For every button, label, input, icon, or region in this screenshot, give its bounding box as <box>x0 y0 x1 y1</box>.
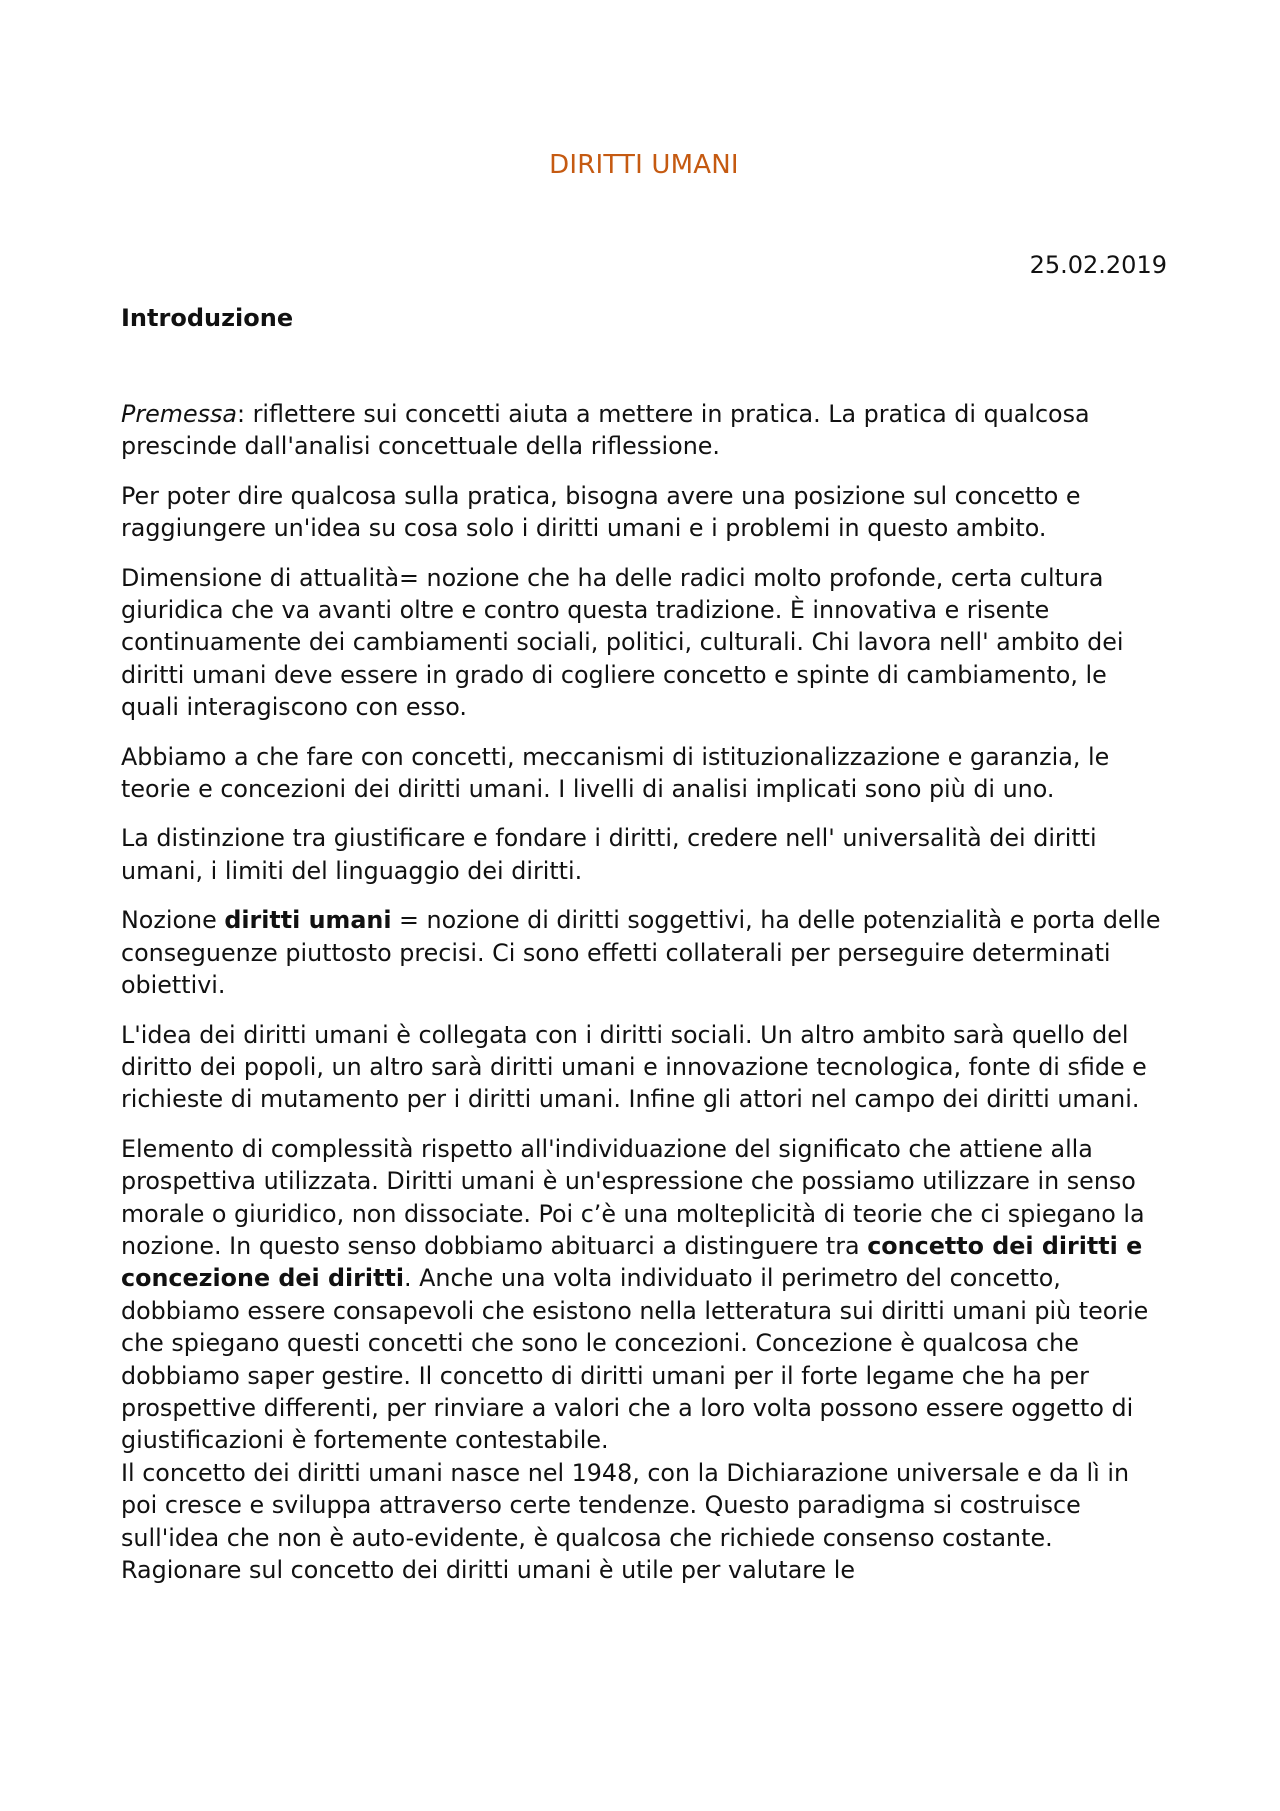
document-date: 25.02.2019 <box>1029 251 1167 279</box>
paragraph-text: = nozione di diritti soggettivi, ha delle potenzialità e porta delle conseguenze piuttosto precisi. Ci sono effetti collaterali per perseguire determinati obiettivi. <box>121 906 1161 1000</box>
paragraph-attualita: Dimensione di attualità= nozione che ha delle radici molto profonde, certa cultura giuridica che va avanti oltre e contro questa tradizione. È innovativa e risente continuamente dei cambiamenti sociali, politici, culturali. Chi lavora nell' ambito dei diritti umani deve essere in grado di cogliere concetto e spinte di cambiamento, le quali interagiscono con esso. <box>121 563 1124 722</box>
premessa-label: Premessa <box>121 400 237 428</box>
bold-term: diritti umani <box>224 906 392 935</box>
paragraph-complessita <box>121 1133 1167 1457</box>
paragraph-idea: L'idea dei diritti umani è collegata con i diritti sociali. Un altro ambito sarà quello del diritto dei popoli, un altro sarà diritti umani e innovazione tecnologica, fonte di sfide e richieste di mutamento per i diritti umani. Infine gli attori nel campo dei diritti umani. <box>121 1020 1147 1114</box>
paragraph-nozione <box>121 904 1167 1001</box>
paragraph-text: : riflettere sui concetti aiuta a mettere in pratica. La pratica di qualcosa prescinde dall'analisi concettuale della riflessione. <box>121 400 1090 461</box>
paragraph-text: Nozione <box>121 906 225 935</box>
paragraph-text: Elemento di complessità rispetto all'individuazione del significato che attiene alla prospettiva utilizzata. Diritti umani è un'espressione che possiamo utilizzare in senso morale o giuridico, non dissociate. Poi c’è una molteplicità di teorie che ci spiegano la nozione. In questo senso dobbiamo abituarci a distinguere tra <box>121 1134 1145 1260</box>
paragraph-concetti: Abbiamo a che fare con concetti, meccanismi di istituzionalizzazione e garanzia, le teorie e concezioni dei diritti umani. I livelli di analisi implicati sono più di uno. <box>121 742 1110 804</box>
section-heading: Introduzione <box>121 304 294 332</box>
paragraph-premessa <box>121 398 1167 463</box>
paragraph-distinzione: La distinzione tra giustificare e fondare i diritti, credere nell' universalità dei diritti umani, i limiti del linguaggio dei diritti. <box>121 824 1097 885</box>
paragraph-text: . Anche una volta individuato il perimetro del concetto, dobbiamo essere consapevoli che esistono nella letteratura sui diritti umani più teorie che spiegano questi concetti che sono le concezioni. Concezione è qualcosa che dobbiamo saper gestire. Il concetto di diritti umani per il forte legame che ha per prospettive differenti, per rinviare a valori che a loro volta possono essere oggetto di giustificazioni è fortemente contestabile. <box>121 1264 1149 1455</box>
document-title: DIRITTI UMANI <box>549 150 739 180</box>
document-page <box>121 0 1167 1811</box>
paragraph-pratica: Per poter dire qualcosa sulla pratica, bisogna avere una posizione sul concetto e raggiungere un'idea su cosa solo i diritti umani e i problemi in questo ambito. <box>121 481 1081 543</box>
document-body <box>121 398 1167 1603</box>
paragraph-dichiarazione: Il concetto dei diritti umani nasce nel 1948, con la Dichiarazione universale e da lì in poi cresce e sviluppa attraverso certe tendenze. Questo paradigma si costruisce sull'idea che non è auto-evidente, è qualcosa che richiede consenso costante. Ragionare sul concetto dei diritti umani è utile per valutare le <box>121 1458 1130 1584</box>
bold-term: concetto dei diritti e concezione dei diritti <box>121 1231 1143 1293</box>
